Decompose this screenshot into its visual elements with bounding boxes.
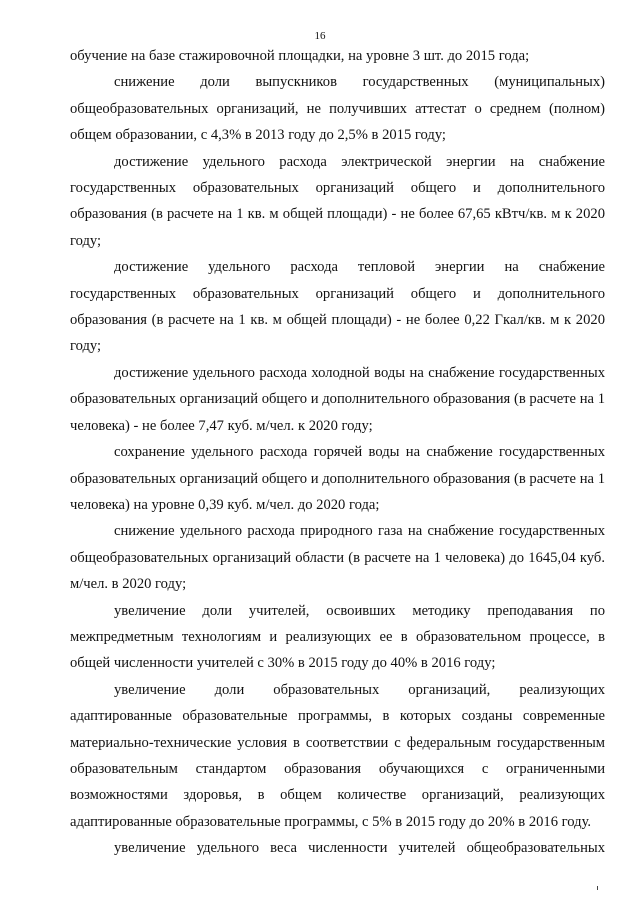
scan-mark (597, 886, 598, 890)
paragraph-continued: увеличение удельного веса численности учителей общеобразовательных (114, 840, 605, 857)
list-paragraph: достижение удельного расхода тепловой энергии на снабжение государственных образовательных организаций общего и дополнительного образования (в расчете на 1 кв. м общей площади) - не более 0,22 Гкал/кв. м к 2020 году; (70, 259, 605, 355)
list-paragraph: снижение удельного расхода природного газа на снабжение государственных общеобразовательных организаций области (в расчете на 1 человека) до 1645,04 куб. м/чел. в 2020 году; (70, 523, 605, 593)
list-paragraph: достижение удельного расхода холодной воды на снабжение государственных образовательных организаций общего и дополнительного образования (в расчете на 1 человека) - не более 7,47 куб. м/чел. к 2020 году; (70, 364, 605, 434)
document-body (70, 43, 605, 862)
list-paragraph: снижение доли выпускников государственных (муниципальных) общеобразовательных организаций, не получивших аттестат о среднем (полном) общем образовании, с 4,3% в 2013 году до 2,5% в 2015 году; (70, 74, 605, 144)
list-paragraph: увеличение доли образовательных организаций, реализующих адаптированные образовательные программы, в которых созданы современные материально-технические условия в соответствии с федеральным государственным образовательным стандартом образования обучающихся с ограниченными возможностями здоровья, в общем количестве организаций, реализующих адаптированные образовательные программы, с 5% в 2015 году до 20% в 2016 году. (70, 681, 605, 830)
list-paragraph: достижение удельного расхода электрической энергии на снабжение государственных образовательных организаций общего и дополнительного образования (в расчете на 1 кв. м общей площади) - не более 67,65 кВтч/кв. м к 2020 году; (70, 153, 605, 249)
list-paragraph: обучение на базе стажировочной площадки, на уровне 3 шт. до 2015 года; (70, 48, 530, 64)
list-paragraph: сохранение удельного расхода горячей воды на снабжение государственных образовательных организаций общего и дополнительного образования (в расчете на 1 человека) на уровне 0,39 куб. м/чел. до 2020 года; (70, 444, 605, 513)
list-paragraph: увеличение доли учителей, освоивших методику преподавания по межпредметным технологиям и реализующих ее в образовательном процессе, в общей численности учителей с 30% в 2015 году до 40% в 2016 году; (70, 602, 605, 672)
page-number: 16 (314, 30, 326, 42)
